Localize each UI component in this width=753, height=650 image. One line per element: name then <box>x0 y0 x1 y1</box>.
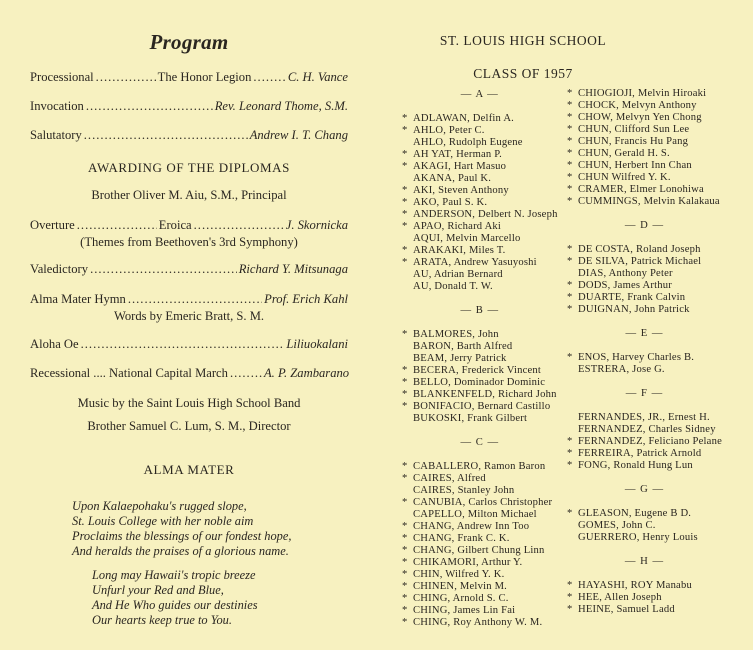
graduate-name <box>402 509 558 521</box>
asterisk-marker: * <box>567 172 573 183</box>
graduate-name-text: CHING, Roy Anthony W. M. <box>413 617 543 628</box>
asterisk-marker: * <box>402 125 408 136</box>
spacer <box>402 101 558 113</box>
graduate-name-text: CHUN, Gerald H. S. <box>578 148 670 159</box>
asterisk-marker: * <box>402 461 408 472</box>
music-by-line: Music by the Saint Louis High School Band <box>77 396 301 410</box>
program-line-alma-mater-hymn <box>30 292 348 307</box>
graduate-name <box>567 460 722 472</box>
graduate-name <box>402 149 558 161</box>
graduate-name-text: AKANA, Paul K. <box>413 173 492 184</box>
graduate-name <box>402 209 558 221</box>
graduate-name-text: DUARTE, Frank Calvin <box>578 292 686 303</box>
graduate-name-text: FERNANDES, JR., Ernest H. <box>578 412 710 423</box>
asterisk-marker: * <box>402 185 408 196</box>
spacer <box>402 293 558 305</box>
asterisk-marker: * <box>567 436 573 447</box>
leader-dots <box>84 128 248 143</box>
alma-mater-stanza-2 <box>92 568 258 628</box>
program-item: Alma Mater Hymn <box>30 292 126 306</box>
graduate-name <box>402 389 558 401</box>
program-line-invocation <box>30 99 348 114</box>
asterisk-marker: * <box>402 401 408 412</box>
program-item: Processional <box>30 70 94 84</box>
section-letter: — A — <box>460 89 499 100</box>
graduate-name-text: FONG, Ronald Hung Lun <box>578 460 693 471</box>
graduate-name <box>567 148 722 160</box>
graduate-name-text: CHINEN, Melvin M. <box>413 581 508 592</box>
asterisk-marker: * <box>567 160 573 171</box>
program-performer: Andrew I. T. Chang <box>249 128 348 142</box>
graduate-name <box>402 365 558 377</box>
asterisk-marker: * <box>402 533 408 544</box>
graduate-name <box>402 485 558 497</box>
graduate-name <box>567 352 722 364</box>
overture-note: (Themes from Beethoven's 3rd Symphony) <box>80 235 298 249</box>
asterisk-marker: * <box>402 617 408 628</box>
graduate-name <box>567 268 722 280</box>
graduate-name <box>567 88 722 100</box>
program-item: Aloha Oe <box>30 337 79 351</box>
poem-line: And He Who guides our destinies <box>92 598 258 612</box>
graduate-name <box>402 545 558 557</box>
graduate-name-text: CHUN, Clifford Sun Lee <box>578 124 690 135</box>
asterisk-marker: * <box>402 605 408 616</box>
graduate-name <box>402 605 558 617</box>
graduate-name-text: CHIOGIOJI, Melvin Hiroaki <box>578 88 707 99</box>
spacer <box>402 317 558 329</box>
asterisk-marker: * <box>402 113 408 124</box>
graduate-name <box>402 341 558 353</box>
graduate-name-text: CHANG, Andrew Inn Too <box>413 521 530 532</box>
graduate-name <box>402 221 558 233</box>
graduate-name-text: HAYASHI, ROY Manabu <box>578 580 692 591</box>
program-performer: C. H. Vance <box>287 70 348 84</box>
graduate-name <box>567 436 722 448</box>
program-performer: Rev. Leonard Thome, S.M. <box>214 99 348 113</box>
asterisk-marker: * <box>567 112 573 123</box>
asterisk-marker: * <box>402 329 408 340</box>
graduate-name-text: CHUN Wilfred Y. K. <box>578 172 671 183</box>
graduate-name <box>567 256 722 268</box>
asterisk-marker: * <box>567 280 573 291</box>
leader-dots <box>86 99 213 114</box>
graduate-name-text: CUMMINGS, Melvin Kalakaua <box>578 196 720 207</box>
graduate-name-text: CHOW, Melvyn Yen Chong <box>578 112 702 123</box>
graduate-name-text: CHIKAMORI, Arthur Y. <box>413 557 523 568</box>
asterisk-marker: * <box>402 389 408 400</box>
graduate-name-text: CRAMER, Elmer Lonohiwa <box>578 184 704 195</box>
graduate-name-text: AKO, Paul S. K. <box>413 197 488 208</box>
leader-dots <box>81 337 285 352</box>
spacer <box>567 340 722 352</box>
graduate-name-text: CAIRES, Stanley John <box>413 485 515 496</box>
program-item: Recessional .... National Capital March <box>30 366 228 380</box>
graduate-name-text: ARAKAKI, Miles T. <box>413 245 506 256</box>
program-line-recessional <box>30 366 348 381</box>
graduate-name <box>402 581 558 593</box>
graduate-name-text: CABALLERO, Ramon Baron <box>413 461 546 472</box>
class-of-heading: CLASS OF 1957 <box>473 66 573 81</box>
principal-line: Brother Oliver M. Aiu, S.M., Principal <box>91 188 287 202</box>
graduate-name <box>567 592 722 604</box>
graduate-name <box>402 125 558 137</box>
program-performer: Richard Y. Mitsunaga <box>238 262 348 276</box>
graduate-name <box>567 412 722 424</box>
program-line-valedictory <box>30 262 348 277</box>
section-letter: — C — <box>460 437 500 448</box>
graduate-name <box>402 569 558 581</box>
spacer <box>567 496 722 508</box>
graduate-name-text: HEINE, Samuel Ladd <box>578 604 675 615</box>
graduate-name-text: BEAM, Jerry Patrick <box>413 353 507 364</box>
graduate-name-text: GLEASON, Eugene B D. <box>578 508 692 519</box>
graduate-name-text: CHANG, Gilbert Chung Linn <box>413 545 545 556</box>
graduate-name-text: BECERA, Frederick Vincent <box>413 365 542 376</box>
graduate-name <box>567 184 722 196</box>
graduate-name-text: BONIFACIO, Bernard Castillo <box>413 401 551 412</box>
graduate-name <box>567 532 722 544</box>
graduate-name <box>402 269 558 281</box>
section-letter: — E — <box>625 328 664 339</box>
graduate-name <box>567 160 722 172</box>
spacer <box>567 232 722 244</box>
asterisk-marker: * <box>402 521 408 532</box>
graduate-name <box>402 497 558 509</box>
asterisk-marker: * <box>567 508 573 519</box>
graduate-name <box>402 281 558 293</box>
graduate-name-text: AHLO, Peter C. <box>413 125 485 136</box>
asterisk-marker: * <box>402 593 408 604</box>
leader-dots <box>128 292 262 307</box>
asterisk-marker: * <box>567 256 573 267</box>
program-item: Salutatory <box>30 128 82 142</box>
graduate-name <box>567 580 722 592</box>
leader-dots <box>96 70 156 85</box>
graduate-name-text: GUERRERO, Henry Louis <box>578 532 698 543</box>
asterisk-marker: * <box>402 581 408 592</box>
words-by-line: Words by Emeric Bratt, S. M. <box>113 309 265 323</box>
graduate-name <box>567 424 722 436</box>
graduate-name <box>402 245 558 257</box>
asterisk-marker: * <box>567 592 573 603</box>
graduate-name <box>402 329 558 341</box>
program-performer: Prof. Erich Kahl <box>264 292 348 306</box>
program-performer: A. P. Zambarano <box>263 366 350 380</box>
graduate-name <box>567 112 722 124</box>
graduate-name-text: CANUBIA, Carlos Christopher <box>413 497 553 508</box>
asterisk-marker: * <box>402 245 408 256</box>
program-item: Overture <box>30 218 75 232</box>
graduate-name-text: DE SILVA, Patrick Michael <box>578 256 702 267</box>
poem-line: St. Louis College with her noble aim <box>72 514 254 528</box>
graduate-name <box>567 508 722 520</box>
section-letter: — G — <box>624 484 665 495</box>
graduate-name-text: AU, Adrian Bernard <box>413 269 503 280</box>
graduate-name-text: BUKOSKI, Frank Gilbert <box>413 413 528 424</box>
poem-line: Our hearts keep true to You. <box>92 613 232 627</box>
program-piece: The Honor Legion <box>157 70 252 84</box>
asterisk-marker: * <box>402 377 408 388</box>
graduate-name <box>567 520 722 532</box>
asterisk-marker: * <box>402 257 408 268</box>
graduate-name-text: FERNANDEZ, Charles Sidney <box>578 424 716 435</box>
graduate-name <box>567 364 722 376</box>
spacer <box>402 425 558 437</box>
asterisk-marker: * <box>567 244 573 255</box>
graduate-name-text: CAIRES, Alfred <box>413 473 486 484</box>
leader-dots <box>194 218 284 233</box>
graduate-name-text: CHING, James Lin Fai <box>413 605 516 616</box>
graduate-name <box>567 196 722 208</box>
asterisk-marker: * <box>567 148 573 159</box>
graduate-name <box>567 280 722 292</box>
graduate-name-text: AH YAT, Herman P. <box>413 149 503 160</box>
section-letter: — B — <box>460 305 500 316</box>
graduate-name-text: BLANKENFELD, Richard John <box>413 389 557 400</box>
program-line-aloha-oe <box>30 337 348 352</box>
program-performer: Liliuokalani <box>286 337 348 351</box>
graduate-name <box>402 461 558 473</box>
graduate-name <box>402 173 558 185</box>
asterisk-marker: * <box>402 365 408 376</box>
graduate-name-text: DE COSTA, Roland Joseph <box>578 244 701 255</box>
spacer <box>402 449 558 461</box>
poem-line: Proclaims the blessings of our fondest hope, <box>72 529 292 543</box>
graduate-name <box>402 413 558 425</box>
spacer <box>567 316 722 328</box>
graduate-name-text: FERREIRA, Patrick Arnold <box>578 448 702 459</box>
asterisk-marker: * <box>402 197 408 208</box>
section-letter: — D — <box>624 220 665 231</box>
asterisk-marker: * <box>567 124 573 135</box>
spacer <box>567 400 722 412</box>
leader-dots <box>77 218 157 233</box>
asterisk-marker: * <box>567 100 573 111</box>
graduate-name <box>402 401 558 413</box>
graduate-name <box>402 473 558 485</box>
asterisk-marker: * <box>402 161 408 172</box>
leader-dots <box>230 366 262 381</box>
asterisk-marker: * <box>567 460 573 471</box>
graduate-name <box>567 136 722 148</box>
spacer <box>567 568 722 580</box>
asterisk-marker: * <box>567 580 573 591</box>
roster-list-2 <box>567 88 722 616</box>
poem-line: Upon Kalaepohaku's rugged slope, <box>72 499 247 513</box>
leader-dots <box>90 262 237 277</box>
asterisk-marker: * <box>567 196 573 207</box>
graduate-name <box>402 113 558 125</box>
graduate-name-text: BARON, Barth Alfred <box>413 341 513 352</box>
asterisk-marker: * <box>567 304 573 315</box>
program-line-overture <box>30 218 348 233</box>
graduate-name <box>402 617 558 629</box>
section-letter: — F — <box>625 388 664 399</box>
graduate-name-text: ADLAWAN, Delfin A. <box>413 113 515 124</box>
graduate-name <box>402 137 558 149</box>
graduate-name-text: AKAGI, Hart Masuo <box>413 161 507 172</box>
graduate-name <box>402 557 558 569</box>
asterisk-marker: * <box>567 136 573 147</box>
poem-line: Long may Hawaii's tropic breeze <box>92 568 256 582</box>
graduate-name <box>402 593 558 605</box>
asterisk-marker: * <box>402 545 408 556</box>
graduate-name-text: CAPELLO, Milton Michael <box>413 509 537 520</box>
graduate-name-text: CHANG, Frank C. K. <box>413 533 510 544</box>
graduate-name-text: FERNANDEZ, Feliciano Pelane <box>578 436 722 447</box>
graduate-name-text: DUIGNAN, John Patrick <box>578 304 690 315</box>
graduate-name <box>402 353 558 365</box>
graduate-name-text: AKI, Steven Anthony <box>413 185 509 196</box>
graduate-name <box>402 233 558 245</box>
spacer <box>567 376 722 388</box>
asterisk-marker: * <box>567 352 573 363</box>
graduate-name <box>567 100 722 112</box>
asterisk-marker: * <box>567 88 573 99</box>
graduate-name <box>402 185 558 197</box>
graduate-name-text: APAO, Richard Aki <box>413 221 502 232</box>
director-line: Brother Samuel C. Lum, S. M., Director <box>87 419 291 433</box>
graduate-name-text: DIAS, Anthony Peter <box>578 268 673 279</box>
roster-list-1 <box>402 89 558 629</box>
program-piece: Eroica <box>158 218 192 232</box>
graduate-name <box>402 161 558 173</box>
graduate-name <box>567 292 722 304</box>
asterisk-marker: * <box>402 569 408 580</box>
alma-mater-title: ALMA MATER <box>143 462 235 477</box>
graduate-name <box>402 533 558 545</box>
graduate-name-text: HEE, Allen Joseph <box>578 592 662 603</box>
graduate-name-text: CHIN, Wilfred Y. K. <box>413 569 505 580</box>
graduate-name-text: AU, Donald T. W. <box>413 281 493 292</box>
graduate-name-text: ARATA, Andrew Yasuyoshi <box>413 257 537 268</box>
asterisk-marker: * <box>402 557 408 568</box>
graduate-name <box>567 448 722 460</box>
graduate-name <box>402 521 558 533</box>
graduate-name-text: BALMORES, John <box>413 329 499 340</box>
graduate-name-text: CHUN, Herbert Inn Chan <box>578 160 692 171</box>
graduate-name <box>567 604 722 616</box>
program-item: Invocation <box>30 99 84 113</box>
section-letter: — H — <box>624 556 665 567</box>
program-performer: J. Skornicka <box>285 218 348 232</box>
graduate-name <box>567 244 722 256</box>
graduate-name-text: CHUN, Francis Hu Pang <box>578 136 689 147</box>
asterisk-marker: * <box>402 149 408 160</box>
school-name: ST. LOUIS HIGH SCHOOL <box>439 33 607 48</box>
asterisk-marker: * <box>567 448 573 459</box>
spacer <box>567 208 722 220</box>
asterisk-marker: * <box>402 473 408 484</box>
leader-dots <box>253 70 285 85</box>
awarding-heading: AWARDING OF THE DIPLOMAS <box>88 160 290 175</box>
poem-line: And heralds the praises of a glorious name. <box>72 544 289 558</box>
graduate-name-text: ESTRERA, Jose G. <box>578 364 665 375</box>
graduate-name-text: AHLO, Rudolph Eugene <box>413 137 523 148</box>
asterisk-marker: * <box>567 604 573 615</box>
graduate-name <box>567 124 722 136</box>
alma-mater-stanza-1 <box>72 499 291 559</box>
graduate-name-text: ENOS, Harvey Charles B. <box>578 352 695 363</box>
asterisk-marker: * <box>402 497 408 508</box>
asterisk-marker: * <box>567 292 573 303</box>
graduate-name <box>567 304 722 316</box>
asterisk-marker: * <box>402 209 408 220</box>
asterisk-marker: * <box>567 184 573 195</box>
graduate-name-text: CHING, Arnold S. C. <box>413 593 509 604</box>
spacer <box>567 472 722 484</box>
program-line-salutatory <box>30 128 348 143</box>
graduate-name-text: ANDERSON, Delbert N. Joseph <box>413 209 558 220</box>
graduate-name-text: DODS, James Arthur <box>578 280 672 291</box>
graduate-name-text: BELLO, Dominador Dominic <box>413 377 546 388</box>
poem-line: Unfurl your Red and Blue, <box>92 583 224 597</box>
asterisk-marker: * <box>402 221 408 232</box>
graduate-name <box>567 172 722 184</box>
graduate-name <box>402 257 558 269</box>
graduate-name <box>402 377 558 389</box>
spacer <box>567 544 722 556</box>
graduate-name-text: CHOCK, Melvyn Anthony <box>578 100 697 111</box>
graduate-name-text: GOMES, John C. <box>578 520 656 531</box>
graduate-name <box>402 197 558 209</box>
graduate-name-text: AQUI, Melvin Marcello <box>413 233 521 244</box>
program-title: Program <box>149 30 229 54</box>
program-item: Valedictory <box>30 262 89 276</box>
program-line-processional <box>30 70 348 85</box>
